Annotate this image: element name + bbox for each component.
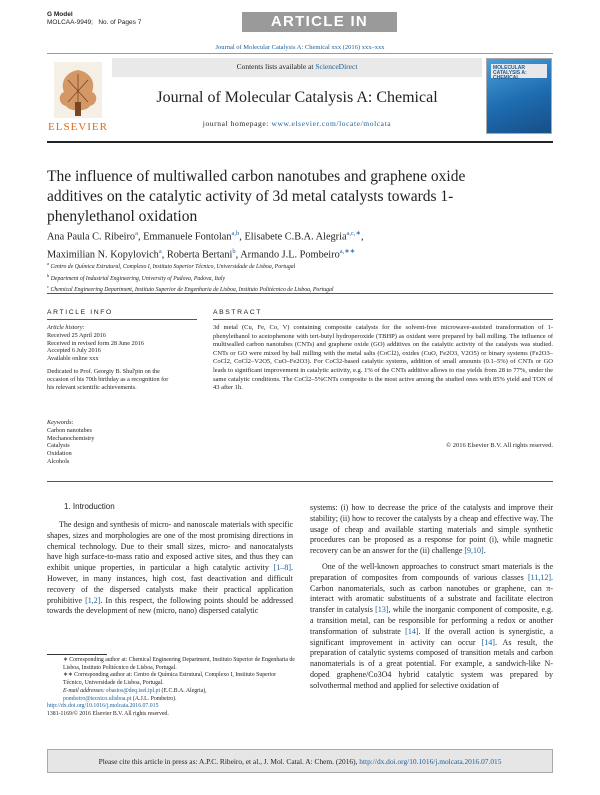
author-line-2: Maximilian N. Kopylovich$^a$, Roberta Bertani$^b$, Armando J.L. Pombeiro$^{a,∗∗}$ [47,248,356,261]
citation-link[interactable]: [14] [481,637,495,647]
paragraph: systems: (i) how to decrease the price of the catalysts and improve their stability; (ii) how to recover the catalysts by a cheap and effective way. The usage of cheap and available starting materials and simple synthetic procedures can be proposed as a response for point (i), while magnetic recovery can be an answer for the (ii) challenge [9,10]. [310,503,553,556]
journal-citation-link[interactable]: Journal of Molecular Catalysis A: Chemical xxx (2016) xxx–xxx [215,44,385,51]
sciencedirect-link[interactable]: ScienceDirect [315,62,358,71]
keyword: Alcohols [47,457,70,465]
article-meta [47,11,141,27]
footnote: ∗∗ Corresponding author at: Centro de Química Estrutural, Complexo I, Instituto Superior Técnico, Universidade de Lisboa, Portugal. [63,672,277,687]
footnote: ∗ Corresponding author at: Chemical Engineering Department, Instituto Superior de Engenharia de Lisboa, Instituto Politécnico de Lisboa, Portugal. [63,657,295,671]
email-link[interactable]: ebastos@deq.isel.ipl.pt [106,687,161,694]
abstract-rule [213,319,553,320]
author-list [47,226,547,263]
section-heading-introduction: 1. Introduction [64,502,115,511]
article-in-press-banner [242,12,397,47]
homepage-url-link[interactable]: www.elsevier.com/locate/molcata [271,119,392,128]
history-item: Received 25 April 2016 [47,331,106,339]
intro-left-column [47,520,293,617]
doi-link[interactable]: http://dx.doi.org/10.1016/j.molcata.2016.07.015 [47,703,159,710]
affiliation: $^b$ Department of Industrial Engineering, University of Padova, Padova, Italy [47,272,226,282]
page-count: No. of Pages 7 [98,19,142,26]
homepage-prefix: journal homepage: [202,119,269,128]
author-affil-marker[interactable]: a,b [231,230,240,237]
affiliation-divider [47,293,553,294]
elsevier-wordmark: ELSEVIER [48,121,108,133]
affiliation: $^a$ Centro de Química Estrutural, Complexo I, Instituto Superior Técnico, Universidade de Lisboa, Portugal [47,261,296,270]
citation-link[interactable]: [9,10] [464,546,484,556]
contents-band [112,58,482,77]
footnotes [47,657,295,719]
paragraph: The design and synthesis of micro- and nanoscale materials with specific shapes, sizes and morphologies are one of the most promising directions in chemical technology. Due to their small sizes, micro- and nanocatalysts have high surface-to-mass ratio and exposed active sites, and thus they can exhibit unique properties, in particular a high catalytic activity [1–8]. However, in many instances, high cost, fast deactivation and difficult recovery of the dispersed catalysts make their practical application prohibitive [1,2]. In this respect, the following points should be addressed towards the development of new (micro, nano) dispersed catalytic [47,520,294,616]
author-name[interactable]: Maximilian N. Kopylovich [47,249,159,261]
author-name[interactable]: Roberta Bertani [166,249,233,261]
model-label: G Model [47,11,73,18]
citation-text: Please cite this article in press as: A.P.C. Ribeiro, et al., J. Mol. Catal. A: Chem. (2016), http://dx.doi.org/10.1016/j.molcata.2016.07.015 [98,757,502,766]
keyword: Carbon nanotubes [47,426,92,434]
article-code: MOLCAA-9949; [47,19,93,26]
author-name[interactable]: Ana Paula C. Ribeiro [47,231,136,243]
dedication: Dedicated to Prof. Georgiy B. Shul'pin on the occasion of his 70th birthday as a recognition for his relevant scientific achievements. [47,368,169,391]
footnote-divider [47,654,107,655]
article-info-rule [47,319,197,320]
citation-link[interactable]: [11,12] [527,572,552,582]
author-affil-marker[interactable]: a [135,230,138,237]
email-link[interactable]: pombeiro@tecnico.ulisboa.pt [63,695,132,702]
citation-doi-link[interactable]: http://dx.doi.org/10.1016/j.molcata.2016.07.015 [359,757,502,766]
intro-right-column [310,503,553,692]
author-affil-marker[interactable]: a,∗∗ [339,248,356,256]
keyword: Mechanochemistry [47,434,95,442]
paragraph: One of the well-known approaches to construct smart materials is the preparation of composites from compounds of various classes [11,12]. Carbon nanomaterials, such as carbon nanotubes or graphene, can π-interact with aromatic substituents of a substrate and facilitate electron transfer in catalysis [13], while the inorganic component of composite, e.g. a transition metal, can be responsible for performing a redox or another transformation of substrate [14]. If the overall action is synergistic, a significant improvement in activity can occur [14]. As result, the preparation of catalytic systems composed of transition metals and carbon nanomaterials is of a great potential. For example, a sandwich-like N-doped graphene/Co3O4 hybrid catalytic system was prepared by solvothermal method and applied for selective oxidation of [310,561,554,690]
affiliations [47,260,553,295]
keyword: Oxidation [47,450,72,458]
history-item: Accepted 6 July 2016 [47,347,101,355]
article-info-heading: ARTICLE INFO [47,309,113,316]
author-name[interactable]: Armando J.L. Pombeiro [240,249,340,261]
affiliation: $^c$ Chemical Engineering Department, Instituto Superior de Engenharia de Lisboa, Instituto Politécnico de Lisboa, Portugal [47,284,334,293]
abstract-bottom-rule [47,481,553,482]
author-name[interactable]: Elisabete C.B.A. Alegria [244,231,347,243]
keyword: Catalysis [47,442,70,450]
keywords-label: Keywords: [47,419,74,426]
keywords [47,419,197,466]
journal-homepage [112,119,482,128]
citation-link[interactable]: [1,2] [85,595,101,605]
header-thick-rule [47,141,553,143]
abstract-copyright: © 2016 Elsevier B.V. All rights reserved. [446,442,553,449]
contents-line [112,62,482,71]
issn-line: 1381-1169/© 2016 Elsevier B.V. All rights reserved. [47,710,169,717]
article-title: The influence of multiwalled carbon nanotubes and graphene oxide additives on the catalytic activity of 3d metal catalysts towards 1-phenylethanol oxidation [47,168,466,225]
author-affil-marker[interactable]: b [232,248,236,256]
author-line-1: Ana Paula C. Ribeiro$^a$, Emmanuele Fontolan$^{a,b}$, Elisabete C.B.A. Alegria$^{a,c,∗}$, [47,230,364,243]
author-affil-marker[interactable]: a,c,∗ [346,230,361,237]
author-name[interactable]: Emmanuele Fontolan [143,231,232,243]
journal-title: Journal of Molecular Catalysis A: Chemical [156,89,438,106]
citation-link[interactable]: [13] [375,605,389,615]
article-history [47,324,197,363]
journal-cover-image [486,58,552,134]
citation-box [47,749,553,773]
history-label: Article history: [47,324,85,331]
history-item: Received in revised form 28 June 2016 [47,339,144,347]
author-affil-marker[interactable]: a [158,248,162,256]
abstract-text: 3d metal (Cu, Fe, Co, V) containing composite catalysts for the solvent-free microwave-assisted transformation of 1-phenylethanol to acetophenone with tert-butyl hydroperoxide (TBHP) as oxidant were prepared by ball milling. The influence of multiwalled carbon nanotubes (CNTs) and graphene oxide (GO) additives on the catalytic activity of the catalysts was studied. CNTs or GO were mixed by ball milling with the metal salts (CoCl2), oxides (CuO, Fe2O3, V2O5) or binary systems (Fe2O3–CoCl2, CoCl2–V2O5, CuO–Fe2O3). For CoCl2-based catalytic systems, addition of small amounts (0.1–5%) of CNTs or GO leads to significant improvement in catalytic activity, e.g. 1% of the CNTs additive allows to rise yields from 28 to 77%, under the same catalytic conditions. The CoCl2–5%CNTs composite is the most active among the studied ones with 85% yield and TON of 43 after 1h. [213,324,553,392]
cover-title: MOLECULAR CATALYSIS A: CHEMICAL [491,64,547,78]
history-item: Available online xxx [47,355,99,363]
citation-link[interactable]: [1–8] [273,563,292,573]
email-footnote: E-mail addresses: ebastos@deq.isel.ipl.pt (E.C.B.A. Alegria), pombeiro@tecnico.ulisboa.pt (A.J.L. Pombeiro). [63,687,207,702]
header-divider [47,53,553,54]
contents-prefix: Contents lists available at [236,62,314,71]
banner-text: ARTICLE IN PRESS [270,13,369,47]
citation-link[interactable]: [14] [405,626,419,636]
abstract-heading: ABSTRACT [213,309,263,316]
